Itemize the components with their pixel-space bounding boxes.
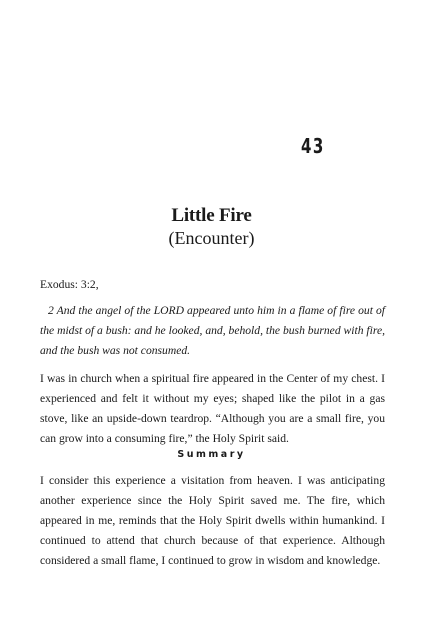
body-paragraph-1: I was in church when a spiritual fire appeared in the Center of my chest. I experienced and felt it without my eyes; shaped like the pilot in a gas stove, like an upside-down teardrop. “Although you are a small fire, you can grow into a consuming fire,” the Holy Spirit said. xyxy=(40,372,385,445)
summary-heading: Summary xyxy=(177,449,246,460)
chapter-title: Little Fire xyxy=(171,205,252,226)
chapter-number: 43 xyxy=(301,134,325,158)
scripture-verse: 2 And the angel of the LORD appeared unto him in a flame of fire out of the midst of a bush: and he looked, and, behold, the bush burned with fire, and the bush was not consumed. xyxy=(40,304,385,357)
chapter-subtitle: (Encounter) xyxy=(168,228,255,248)
body-paragraph-2: I consider this experience a visitation from heaven. I was anticipating another experience since the Holy Spirit saved me. The fire, which appeared in me, reminds that the Holy Spirit dwells within humankind. I continued to attend that church because of that experience. Although considered a small flame, I continued to grow in wisdom and knowledge. xyxy=(40,474,385,567)
scripture-reference: Exodus: 3:2, xyxy=(40,278,99,291)
